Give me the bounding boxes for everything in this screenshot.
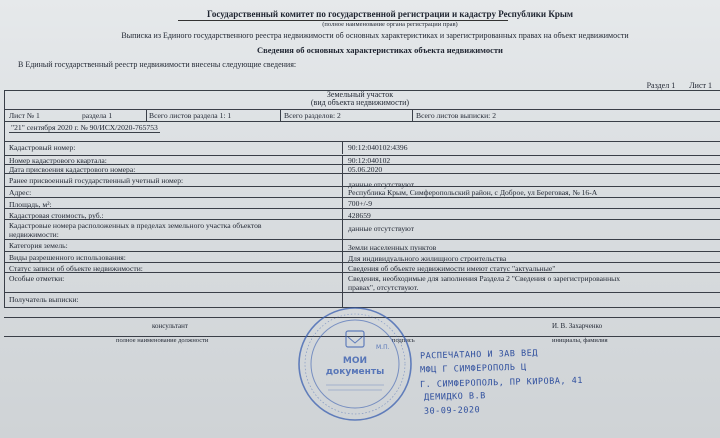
sheet-section: раздела 1: [82, 111, 113, 120]
round-seal-icon: [296, 305, 414, 423]
position-caption: полное наименование должности: [116, 337, 209, 344]
name-caption: инициалы, фамилия: [552, 337, 608, 344]
section-title: Сведения об основных характеристиках объекта недвижимости: [257, 45, 503, 55]
field-value: 90:12:040102:4396: [348, 143, 408, 152]
total-sections: Всего разделов: 2: [284, 111, 341, 120]
stamp-line: ДЕМИДКО В.В: [423, 391, 486, 403]
field-value: 05.06.2020: [348, 165, 383, 174]
field-row: [4, 219, 720, 240]
field-row: [4, 141, 720, 154]
field-label: Номер кадастрового квартала:: [9, 156, 107, 165]
field-value: Земли населенных пунктов: [348, 243, 437, 252]
field-label: Кадастровые номера расположенных в пределах земельного участка объектов: [9, 221, 262, 230]
field-label: Категория земель:: [9, 241, 68, 250]
field-label-continued: недвижимости:: [9, 230, 59, 239]
field-value: 700+/-9: [348, 199, 373, 208]
field-value: Республика Крым, Симферопольский район, с Доброе, ул Береговая, № 16-А: [348, 188, 598, 197]
field-label: Статус записи об объекте недвижимости:: [9, 264, 143, 273]
field-value: 428659: [348, 211, 371, 220]
field-label: Кадастровый номер:: [9, 143, 76, 152]
signer-name: И. В. Захарченко: [552, 322, 603, 330]
field-value: Для индивидуального жилищного строительства: [348, 254, 507, 263]
total-sheets-extract: Всего листов выписки: 2: [416, 111, 496, 120]
cell-divider: [342, 273, 343, 293]
field-value: Сведения, необходимые для заполнения Раздела 2 "Сведения о зарегистрированных: [348, 274, 621, 283]
field-label: Адрес:: [9, 188, 32, 197]
field-label: Ранее присвоенный государственный учетный номер:: [9, 176, 184, 185]
seal-line2: документы: [325, 367, 385, 377]
stamp-line: РАСПЕЧАТАНО И ЗАВ ВЕД: [419, 348, 539, 362]
field-label: Кадастровая стоимость, руб.:: [9, 211, 104, 220]
field-value-continued: правах", отсутствуют.: [348, 283, 419, 292]
field-value: Сведения об объекте недвижимости имеют статус "актуальные": [348, 264, 556, 273]
seal-line1: МОИ: [342, 356, 368, 366]
signature-caption: подпись: [392, 337, 415, 344]
field-value: данные отсутствуют: [348, 180, 415, 189]
field-label: Особые отметки:: [9, 274, 65, 283]
field-value: данные отсутствуют: [348, 224, 415, 233]
field-row: [4, 173, 720, 187]
field-label: Виды разрешенного использования:: [9, 253, 126, 262]
sheet-label: Лист 1: [689, 81, 712, 90]
intro-text: В Единый государственный реестр недвижимости внесены следующие сведения:: [18, 60, 297, 69]
extract-date-number: "21" сентября 2020 г. № 90/ИСХ/2020-765753: [11, 123, 158, 132]
extract-title: Выписка из Единого государственного реестра недвижимости об основных характеристиках и зарегистрированных правах на объект недвижимости: [121, 31, 629, 40]
object-type: Земельный участок: [326, 90, 394, 99]
cell-divider: [342, 220, 343, 240]
cell-divider: [342, 142, 343, 154]
sheet-number: Лист № 1: [9, 111, 40, 120]
field-label: Площадь, м²:: [9, 200, 52, 209]
signer-position: консультант: [152, 322, 188, 330]
stamp-line: Г. СИМФЕРОПОЛЬ, ПР КИРОВА, 41: [419, 375, 584, 391]
field-label: Дата присвоения кадастрового номера:: [9, 165, 136, 174]
field-value: 90:12:040102: [348, 156, 391, 165]
field-row: [4, 272, 720, 293]
section-marker: [635, 81, 712, 90]
section-label: Раздел 1: [646, 81, 676, 90]
agency-name: Государственный комитет по государственной регистрации и кадастру Республики Крым: [206, 9, 574, 19]
total-sheets-section: Всего листов раздела 1: 1: [149, 111, 232, 120]
stamp-line: 30-09-2020: [423, 405, 481, 417]
date-number-row: [4, 121, 720, 136]
stamp-line: МФЦ Г СИМФЕРОПОЛЬ Ц: [419, 362, 527, 376]
field-label: Получатель выписки:: [9, 295, 79, 304]
agency-caption: (полное наименование органа регистрации прав): [322, 21, 458, 28]
object-type-caption: (вид объекта недвижимости): [310, 98, 410, 107]
seal-mark: М.П.: [376, 344, 390, 351]
